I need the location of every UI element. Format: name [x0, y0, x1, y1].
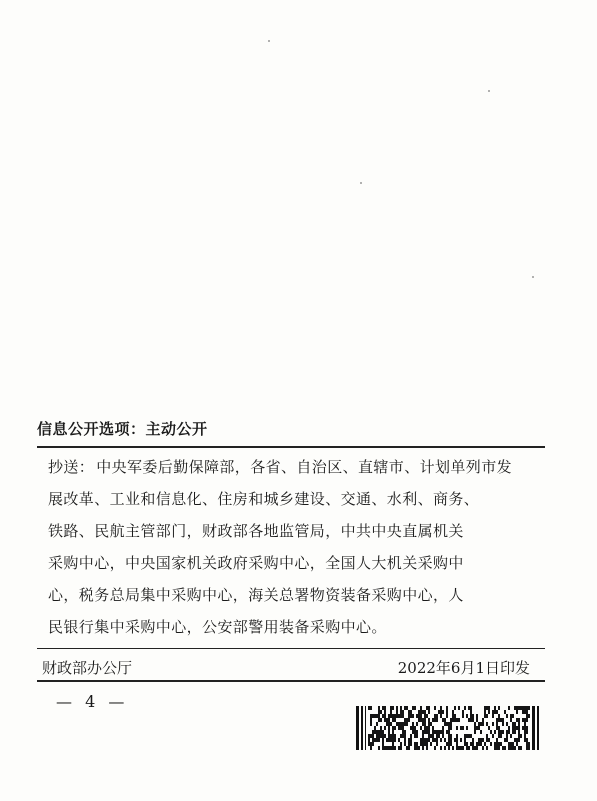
scan-speck: [268, 40, 270, 42]
cc-line: 民银行集中采购中心，公安部警用装备采购中心。: [48, 618, 387, 636]
cc-line: 采购中心，中央国家机关政府采购中心，全国人大机关采购中: [48, 554, 464, 572]
scan-speck: [360, 182, 362, 184]
cc-recipients: [48, 451, 540, 643]
barcode-image: [356, 706, 540, 750]
middle-rule: [37, 648, 545, 649]
cc-line: 展改革、工业和信息化、住房和城乡建设、交通、水利、商务、: [48, 490, 480, 508]
cc-label: 抄送：: [48, 458, 95, 476]
cc-text: 中央军委后勤保障部，各省、自治区、直辖市、计划单列市发: [96, 458, 513, 476]
page-number: — 4 —: [56, 692, 129, 711]
issue-date: 2022年6月1日印发: [397, 659, 530, 677]
scan-speck: [532, 276, 534, 278]
issuer-row: [42, 657, 530, 678]
top-rule: [37, 446, 545, 448]
scan-speck: [488, 90, 490, 92]
issuer-name: 财政部办公厅: [42, 659, 133, 677]
cc-line: [48, 451, 540, 483]
disclosure-option: 信息公开选项：主动公开: [37, 420, 208, 438]
cc-line: 铁路、民航主管部门，财政部各地监管局，中共中央直属机关: [48, 522, 464, 540]
cc-line: 心，税务总局集中采购中心，海关总署物资装备采购中心，人: [48, 586, 464, 604]
bottom-rule: [37, 680, 545, 682]
